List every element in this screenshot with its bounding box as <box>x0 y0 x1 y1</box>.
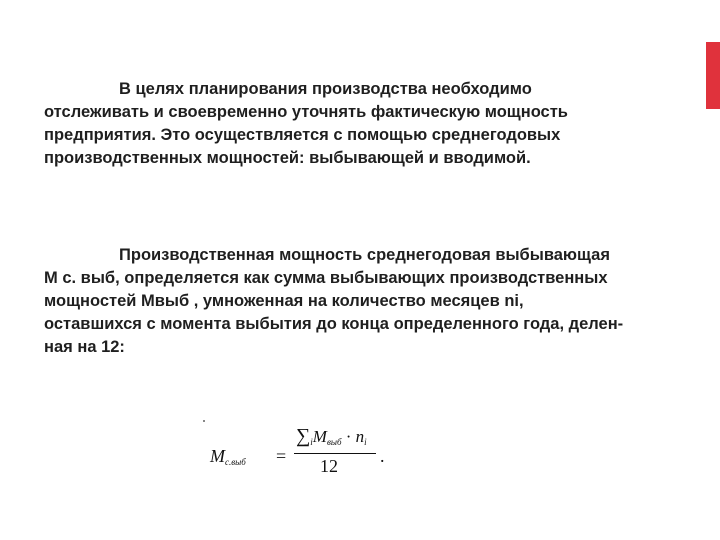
formula-sum-index: i <box>310 437 313 447</box>
formula-multiplier-subscript: i <box>364 437 367 447</box>
formula-numerator-subscript: выб <box>326 437 342 447</box>
formula-lhs-symbol: M <box>210 446 225 466</box>
formula-mark <box>203 420 205 422</box>
formula-multiplier: n <box>355 427 365 446</box>
accent-bar <box>706 42 720 109</box>
paragraph-intro: В целях планирования производства необходимо отслеживать и своевременно уточнять фактическую мощность предприятия. Это осуществляется с помощью среднегодовых производственных мощностей: выбывающей и вводимой. <box>44 80 568 167</box>
paragraph-definition: Производственная мощность среднегодовая выбывающая М с. выб, определяется как сумма выбывающих производственных мощностей Мвыб , умноженная на количество месяцев ni, оставшихся с момента выбытия до конца определенного года, делен-ная на 12: <box>44 246 624 356</box>
formula-equals: = <box>276 446 287 466</box>
formula-lhs-subscript: с.выб <box>225 457 246 467</box>
formula-numerator <box>296 425 367 448</box>
formula-sum-symbol: ∑ <box>296 425 311 447</box>
formula-denominator: 12 <box>320 456 338 476</box>
formula-numerator-var: M <box>312 427 327 446</box>
formula-trailing-period: . <box>380 446 385 466</box>
formula-lhs <box>210 446 246 467</box>
formula <box>210 424 400 484</box>
formula-times: · <box>345 427 352 446</box>
formula-fraction-bar <box>294 453 376 454</box>
